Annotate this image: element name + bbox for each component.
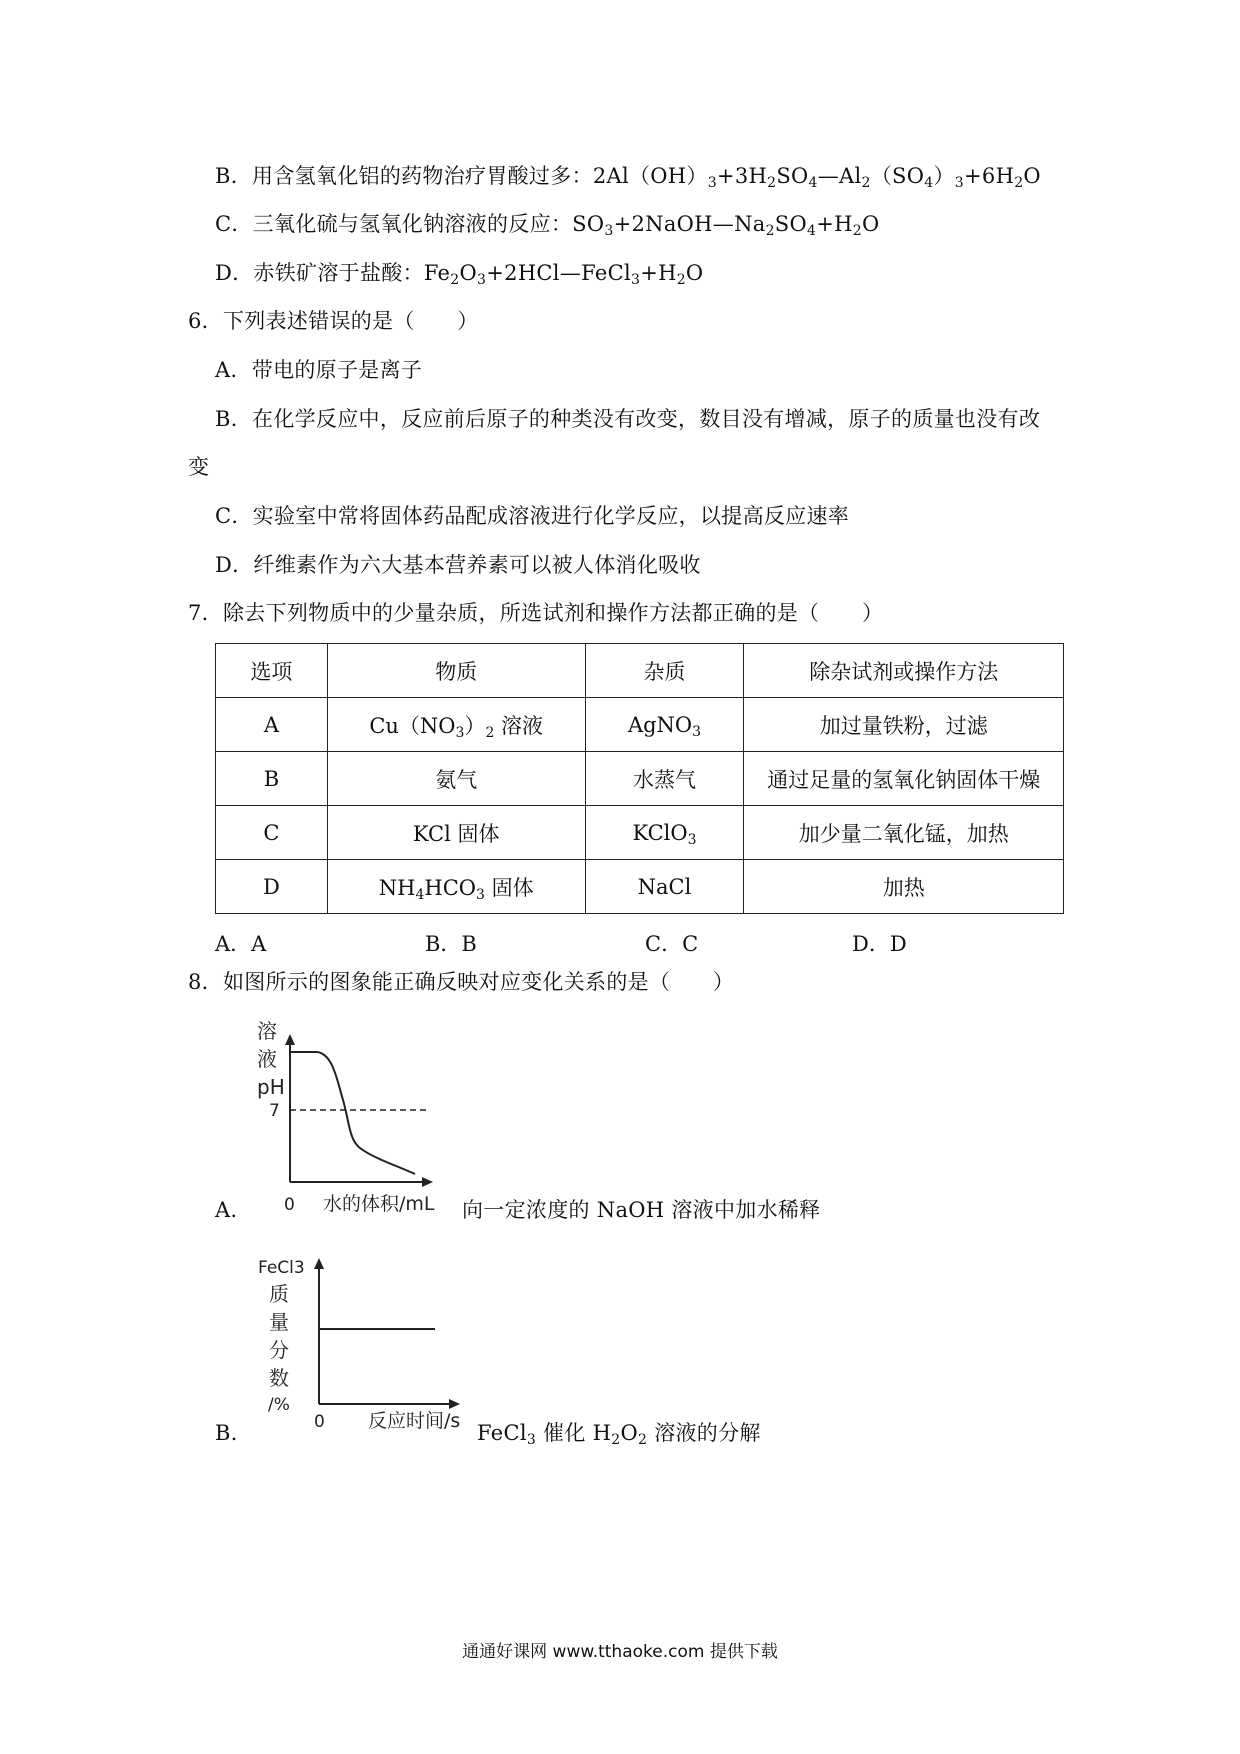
- impurity-cell: KClO$_3$: [585, 806, 744, 860]
- graph-a-ylabel-1: 溶: [257, 1019, 277, 1043]
- header-cell: 选项: [216, 644, 328, 698]
- graph-b-ylabel-2: 量: [269, 1310, 289, 1334]
- graph-b-ylabel-formula: FeCl3: [258, 1258, 305, 1278]
- graph-b-ylabel-5: /%: [268, 1395, 290, 1415]
- graph-a-x-arrow: [422, 1177, 433, 1187]
- option-cell: D: [216, 860, 328, 914]
- q6-option-d: D．纤维素作为六大基本营养素可以被人体消化吸收: [215, 553, 701, 577]
- method-cell: 加少量二氧化锰，加热: [744, 806, 1064, 860]
- q6-option-c: C．实验室中常将固体药品配成溶液进行化学反应，以提高反应速率: [215, 504, 850, 528]
- graph-a-ylabel-3: pH: [257, 1075, 285, 1099]
- graph-b-ylabel-4: 数: [269, 1366, 289, 1390]
- q8-option-b-label: B．: [215, 1421, 253, 1445]
- method-cell: 加过量铁粉，过滤: [744, 698, 1064, 752]
- substance-cell: 氨气: [327, 752, 585, 806]
- option-cell: A: [216, 698, 328, 752]
- q8-option-a-desc: 向一定浓度的 NaOH 溶液中加水稀释: [462, 1198, 821, 1222]
- option-cell: B: [216, 752, 328, 806]
- graph-a-xlabel: 水的体积/mL: [323, 1193, 435, 1215]
- header-cell: 物质: [327, 644, 585, 698]
- table-row: [216, 806, 1064, 860]
- graph-a-y-arrow: [285, 1034, 295, 1045]
- method-cell: 通过足量的氢氧化钠固体干燥: [744, 752, 1064, 806]
- table-row: [216, 698, 1064, 752]
- graph-b-ylabel-3: 分: [269, 1338, 289, 1362]
- impurity-cell: 水蒸气: [585, 752, 744, 806]
- q7-stem: 7．除去下列物质中的少量杂质，所选试剂和操作方法都正确的是（ ）: [188, 601, 884, 625]
- table-header-row: [216, 644, 1064, 698]
- q5-option-c: C．三氧化硫与氢氧化钠溶液的反应：$SO_3+2NaOH—Na_2SO_4+H_2O$: [215, 212, 880, 239]
- q6-stem: 6．下列表述错误的是（ ）: [188, 309, 479, 333]
- method-cell: 加热: [744, 860, 1064, 914]
- q8-option-b-desc: FeCl$_3$ 催化 $H_2O_2$ 溶液的分解: [477, 1421, 761, 1448]
- impurity-cell: AgNO$_3$: [585, 698, 744, 752]
- q7-choice-a: A．A: [215, 932, 267, 956]
- graph-b-fecl3-vs-time: [255, 1252, 480, 1437]
- table-row: [216, 752, 1064, 806]
- q7-choice-b: B．B: [425, 932, 477, 956]
- header-cell: 除杂试剂或操作方法: [744, 644, 1064, 698]
- graph-b-xlabel: 反应时间/s: [368, 1410, 461, 1432]
- header-cell: 杂质: [585, 644, 744, 698]
- option-cell: C: [216, 806, 328, 860]
- graph-b-x-arrow: [449, 1399, 460, 1409]
- graph-a-curve: [290, 1052, 415, 1174]
- q7-choice-c: C．C: [645, 932, 699, 956]
- q5-option-d: D．赤铁矿溶于盐酸：$Fe_2O_3+2HCl—FeCl_3+H_2O$: [215, 261, 704, 288]
- impurity-cell: NaCl: [585, 860, 744, 914]
- q6-option-a: A．带电的原子是离子: [215, 358, 423, 382]
- graph-b-y-arrow: [314, 1258, 324, 1269]
- graph-b-ylabel-1: 质: [269, 1282, 289, 1306]
- substance-cell: KCl 固体: [327, 806, 585, 860]
- graph-a-ytick-7: 7: [269, 1101, 280, 1121]
- q8-stem: 8．如图所示的图象能正确反映对应变化关系的是（ ）: [188, 970, 735, 994]
- graph-a-ph-vs-water: [245, 1010, 460, 1215]
- graph-a-ylabel-2: 液: [257, 1047, 277, 1071]
- graph-b-origin: 0: [314, 1412, 325, 1432]
- table-row: [216, 860, 1064, 914]
- q7-table: [215, 643, 1064, 914]
- graph-a-origin: 0: [284, 1195, 295, 1215]
- q8-option-a-label: A．: [215, 1198, 252, 1222]
- q6-option-b: B．在化学反应中，反应前后原子的种类没有改变，数目没有增减，原子的质量也没有改: [215, 407, 1041, 431]
- page-footer: 通通好课网 www.tthaoke.com 提供下载: [462, 1642, 778, 1662]
- q7-choice-d: D．D: [852, 932, 907, 956]
- substance-cell: $Cu(NO_3)_2$ 溶液: [327, 698, 585, 752]
- substance-cell: $NH_4HCO_3$ 固体: [327, 860, 585, 914]
- q6-option-b-continued: 变: [188, 455, 210, 479]
- q5-option-b: B．用含氢氧化铝的药物治疗胃酸过多：$2Al(OH)_3+3H_2SO_4—Al_2(SO_4)_3+6H_2O$: [215, 164, 1041, 191]
